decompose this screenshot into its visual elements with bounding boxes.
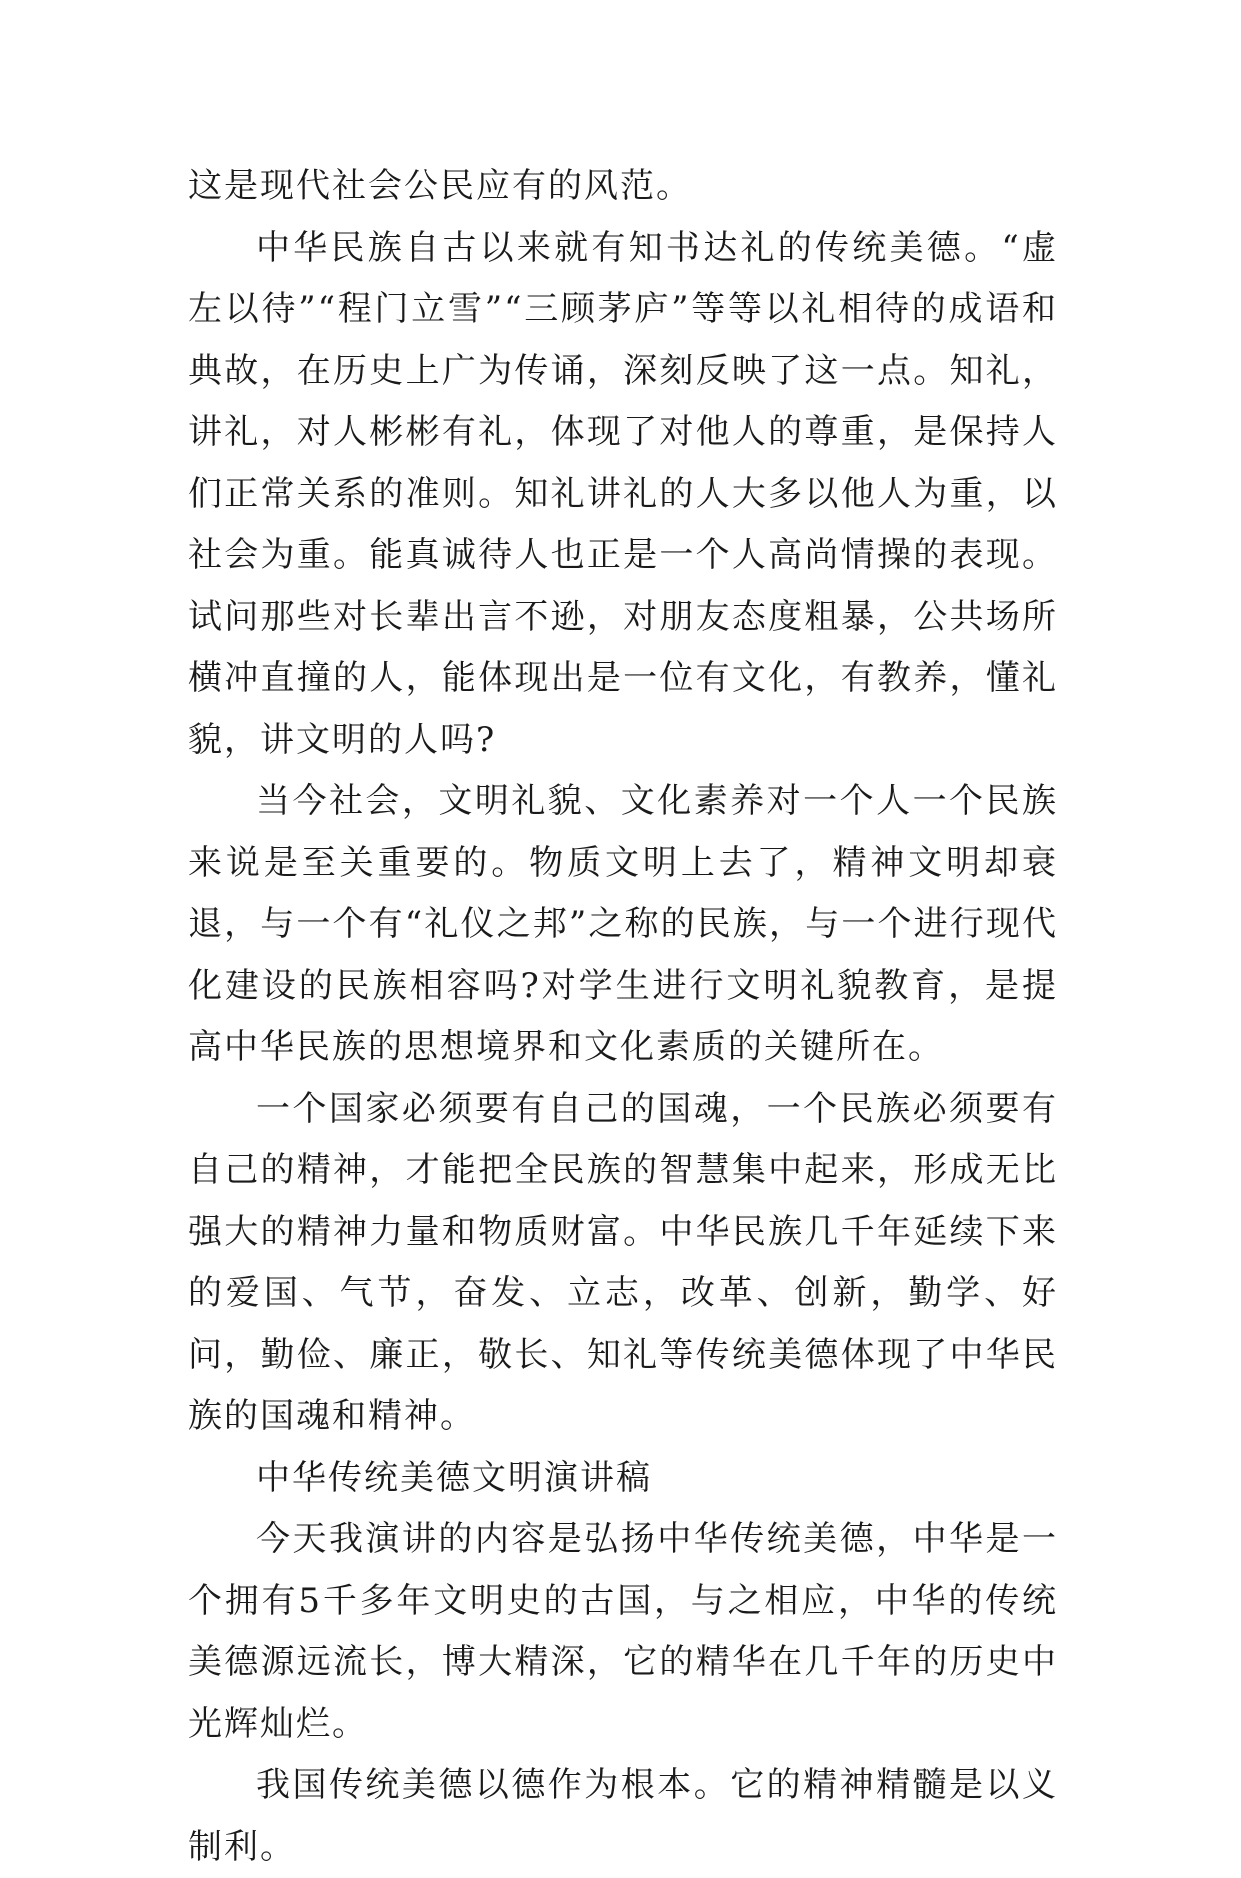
paragraph-1: 这是现代社会公民应有的风范。	[188, 166, 692, 206]
paragraph-5: 今天我演讲的内容是弘扬中华传统美德，中华是一个拥有5千多年文明史的古国，与之相应，中华的传统美德源远流长，博大精深，它的精华在几千年的历史中光辉灿烂。	[188, 1519, 1058, 1744]
document-body	[188, 156, 1058, 1878]
paragraph-3: 当今社会，文明礼貌、文化素养对一个人一个民族来说是至关重要的。物质文明上去了，精神文明却衰退，与一个有“礼仪之邦”之称的民族，与一个进行现代化建设的民族相容吗?对学生进行文明礼貌教育，是提高中华民族的思想境界和文化素质的关键所在。	[188, 781, 1058, 1067]
paragraph-2: 中华民族自古以来就有知书达礼的传统美德。“虚左以待”“程门立雪”“三顾茅庐”等等以礼相待的成语和典故，在历史上广为传诵，深刻反映了这一点。知礼，讲礼，对人彬彬有礼，体现了对他人的尊重，是保持人们正常关系的准则。知礼讲礼的人大多以他人为重，以社会为重。能真诚待人也正是一个人高尚情操的表现。试问那些对长辈出言不逊，对朋友态度粗暴，公共场所横冲直撞的人，能体现出是一位有文化，有教养，懂礼貌，讲文明的人吗?	[188, 227, 1058, 760]
paragraph-6: 我国传统美德以德作为根本。它的精神精髓是以义制利。	[188, 1765, 1058, 1867]
section-heading: 中华传统美德文明演讲稿	[256, 1457, 652, 1498]
paragraph-4: 一个国家必须要有自己的国魂，一个民族必须要有自己的精神，才能把全民族的智慧集中起来，形成无比强大的精神力量和物质财富。中华民族几千年延续下来的爱国、气节，奋发、立志，改革、创新，勤学、好问，勤俭、廉正，敬长、知礼等传统美德体现了中华民族的国魂和精神。	[188, 1088, 1058, 1436]
